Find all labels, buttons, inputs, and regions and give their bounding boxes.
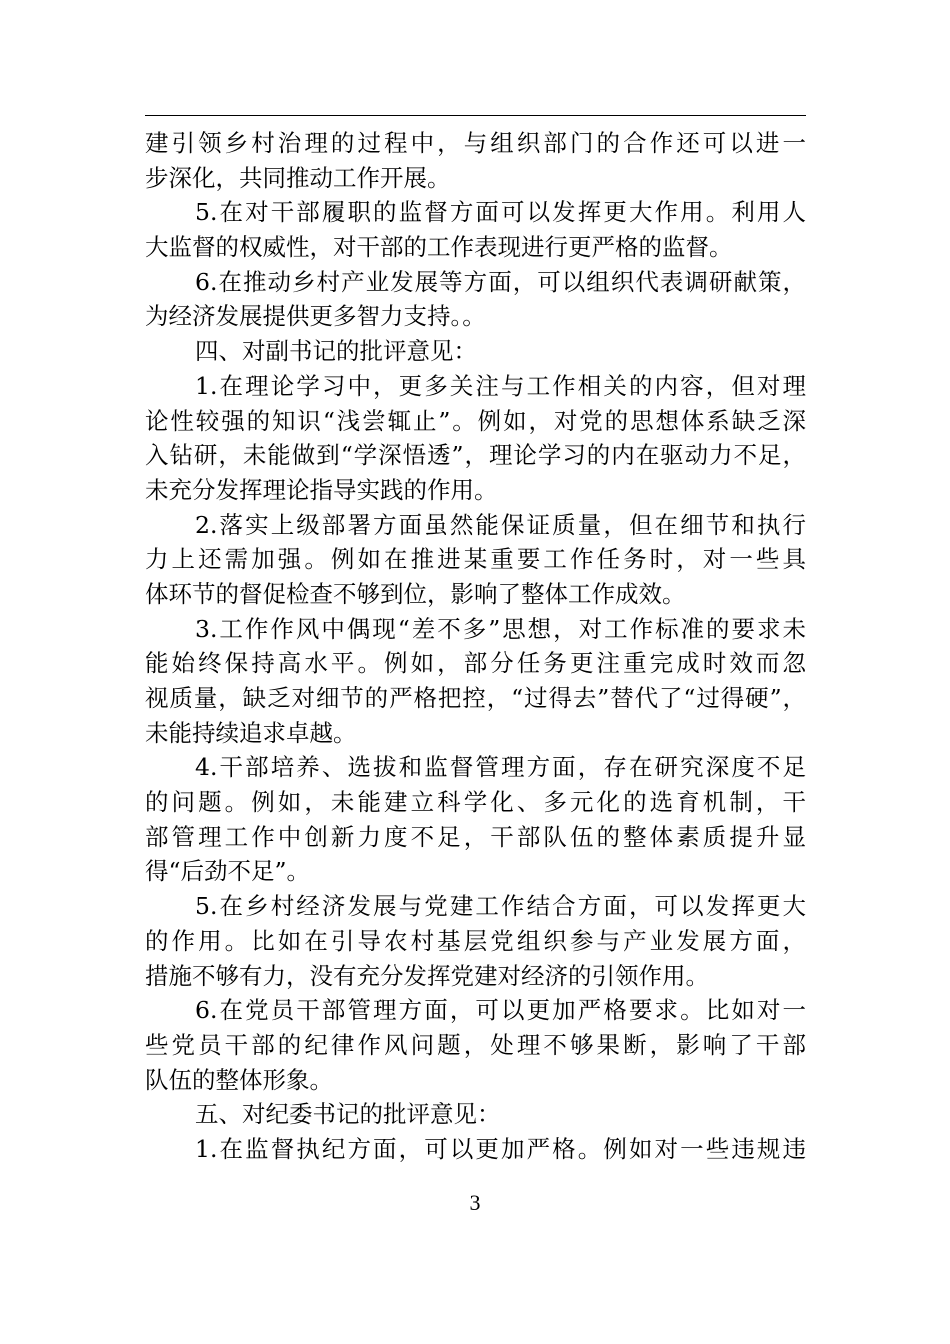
text-line: 视质量，缺乏对细节的严格把控，“过得去”替代了“过得硬”， [145,684,806,712]
text-line: 队伍的整体形象。 [145,1065,333,1094]
text-line: 未能持续追求卓越。 [145,718,357,747]
header-rule [145,115,806,116]
text-line: 得“后劲不足”。 [145,857,311,886]
text-line: 些党员干部的纪律作风问题，处理不够果断，影响了干部 [145,1030,806,1059]
text-line: 6.在党员干部管理方面，可以更加严格要求。比如对一 [195,996,806,1025]
text-line: 未充分发挥理论指导实践的作用。 [145,475,498,504]
text-line: 体环节的督促检查不够到位，影响了整体工作成效。 [145,579,686,608]
text-line: 部管理工作中创新力度不足，干部队伍的整体素质提升显 [145,822,806,851]
text-line: 大监督的权威性，对干部的工作表现进行更严格的监督。 [145,233,733,262]
text-line: 4.干部培养、选拔和监督管理方面，存在研究深度不足 [195,753,806,782]
text-line: 2.落实上级部署方面虽然能保证质量，但在细节和执行 [195,510,806,539]
text-line: 1.在理论学习中，更多关注与工作相关的内容，但对理 [195,371,806,400]
text-line: 建引领乡村治理的过程中，与组织部门的合作还可以进一 [145,129,806,157]
text-line: 措施不够有力，没有充分发挥党建对经济的引领作用。 [145,961,709,990]
text-line: 五、对纪委书记的批评意见： [195,1100,501,1129]
text-line: 5.在乡村经济发展与党建工作结合方面，可以发挥更大 [195,892,806,921]
text-line: 入钻研，未能做到“学深悟透”，理论学习的内在驱动力不足， [145,441,806,470]
text-line: 能始终保持高水平。例如，部分任务更注重完成时效而忽 [145,649,806,678]
text-line: 论性较强的知识“浅尝辄止”。例如，对党的思想体系缺乏深 [145,406,806,435]
text-line: 四、对副书记的批评意见： [195,337,477,366]
text-line: 为经济发展提供更多智力支持。。 [145,302,486,331]
text-line: 6.在推动乡村产业发展等方面，可以组织代表调研献策， [195,267,806,296]
text-line: 的问题。例如，未能建立科学化、多元化的选育机制，干 [145,788,806,817]
text-line: 力上还需加强。例如在推进某重要工作任务时，对一些具 [145,545,806,574]
text-line: 的作用。比如在引导农村基层党组织参与产业发展方面， [145,926,806,955]
text-line: 5.在对干部履职的监督方面可以发挥更大作用。利用人 [195,198,806,227]
text-line: 1.在监督执纪方面，可以更加严格。例如对一些违规违 [195,1134,806,1163]
page-number: 3 [469,1190,481,1215]
text-line: 步深化，共同推动工作开展。 [145,163,451,192]
document-body [145,126,806,1167]
text-line: 3.工作作风中偶现“差不多”思想，对工作标准的要求未 [195,614,806,643]
